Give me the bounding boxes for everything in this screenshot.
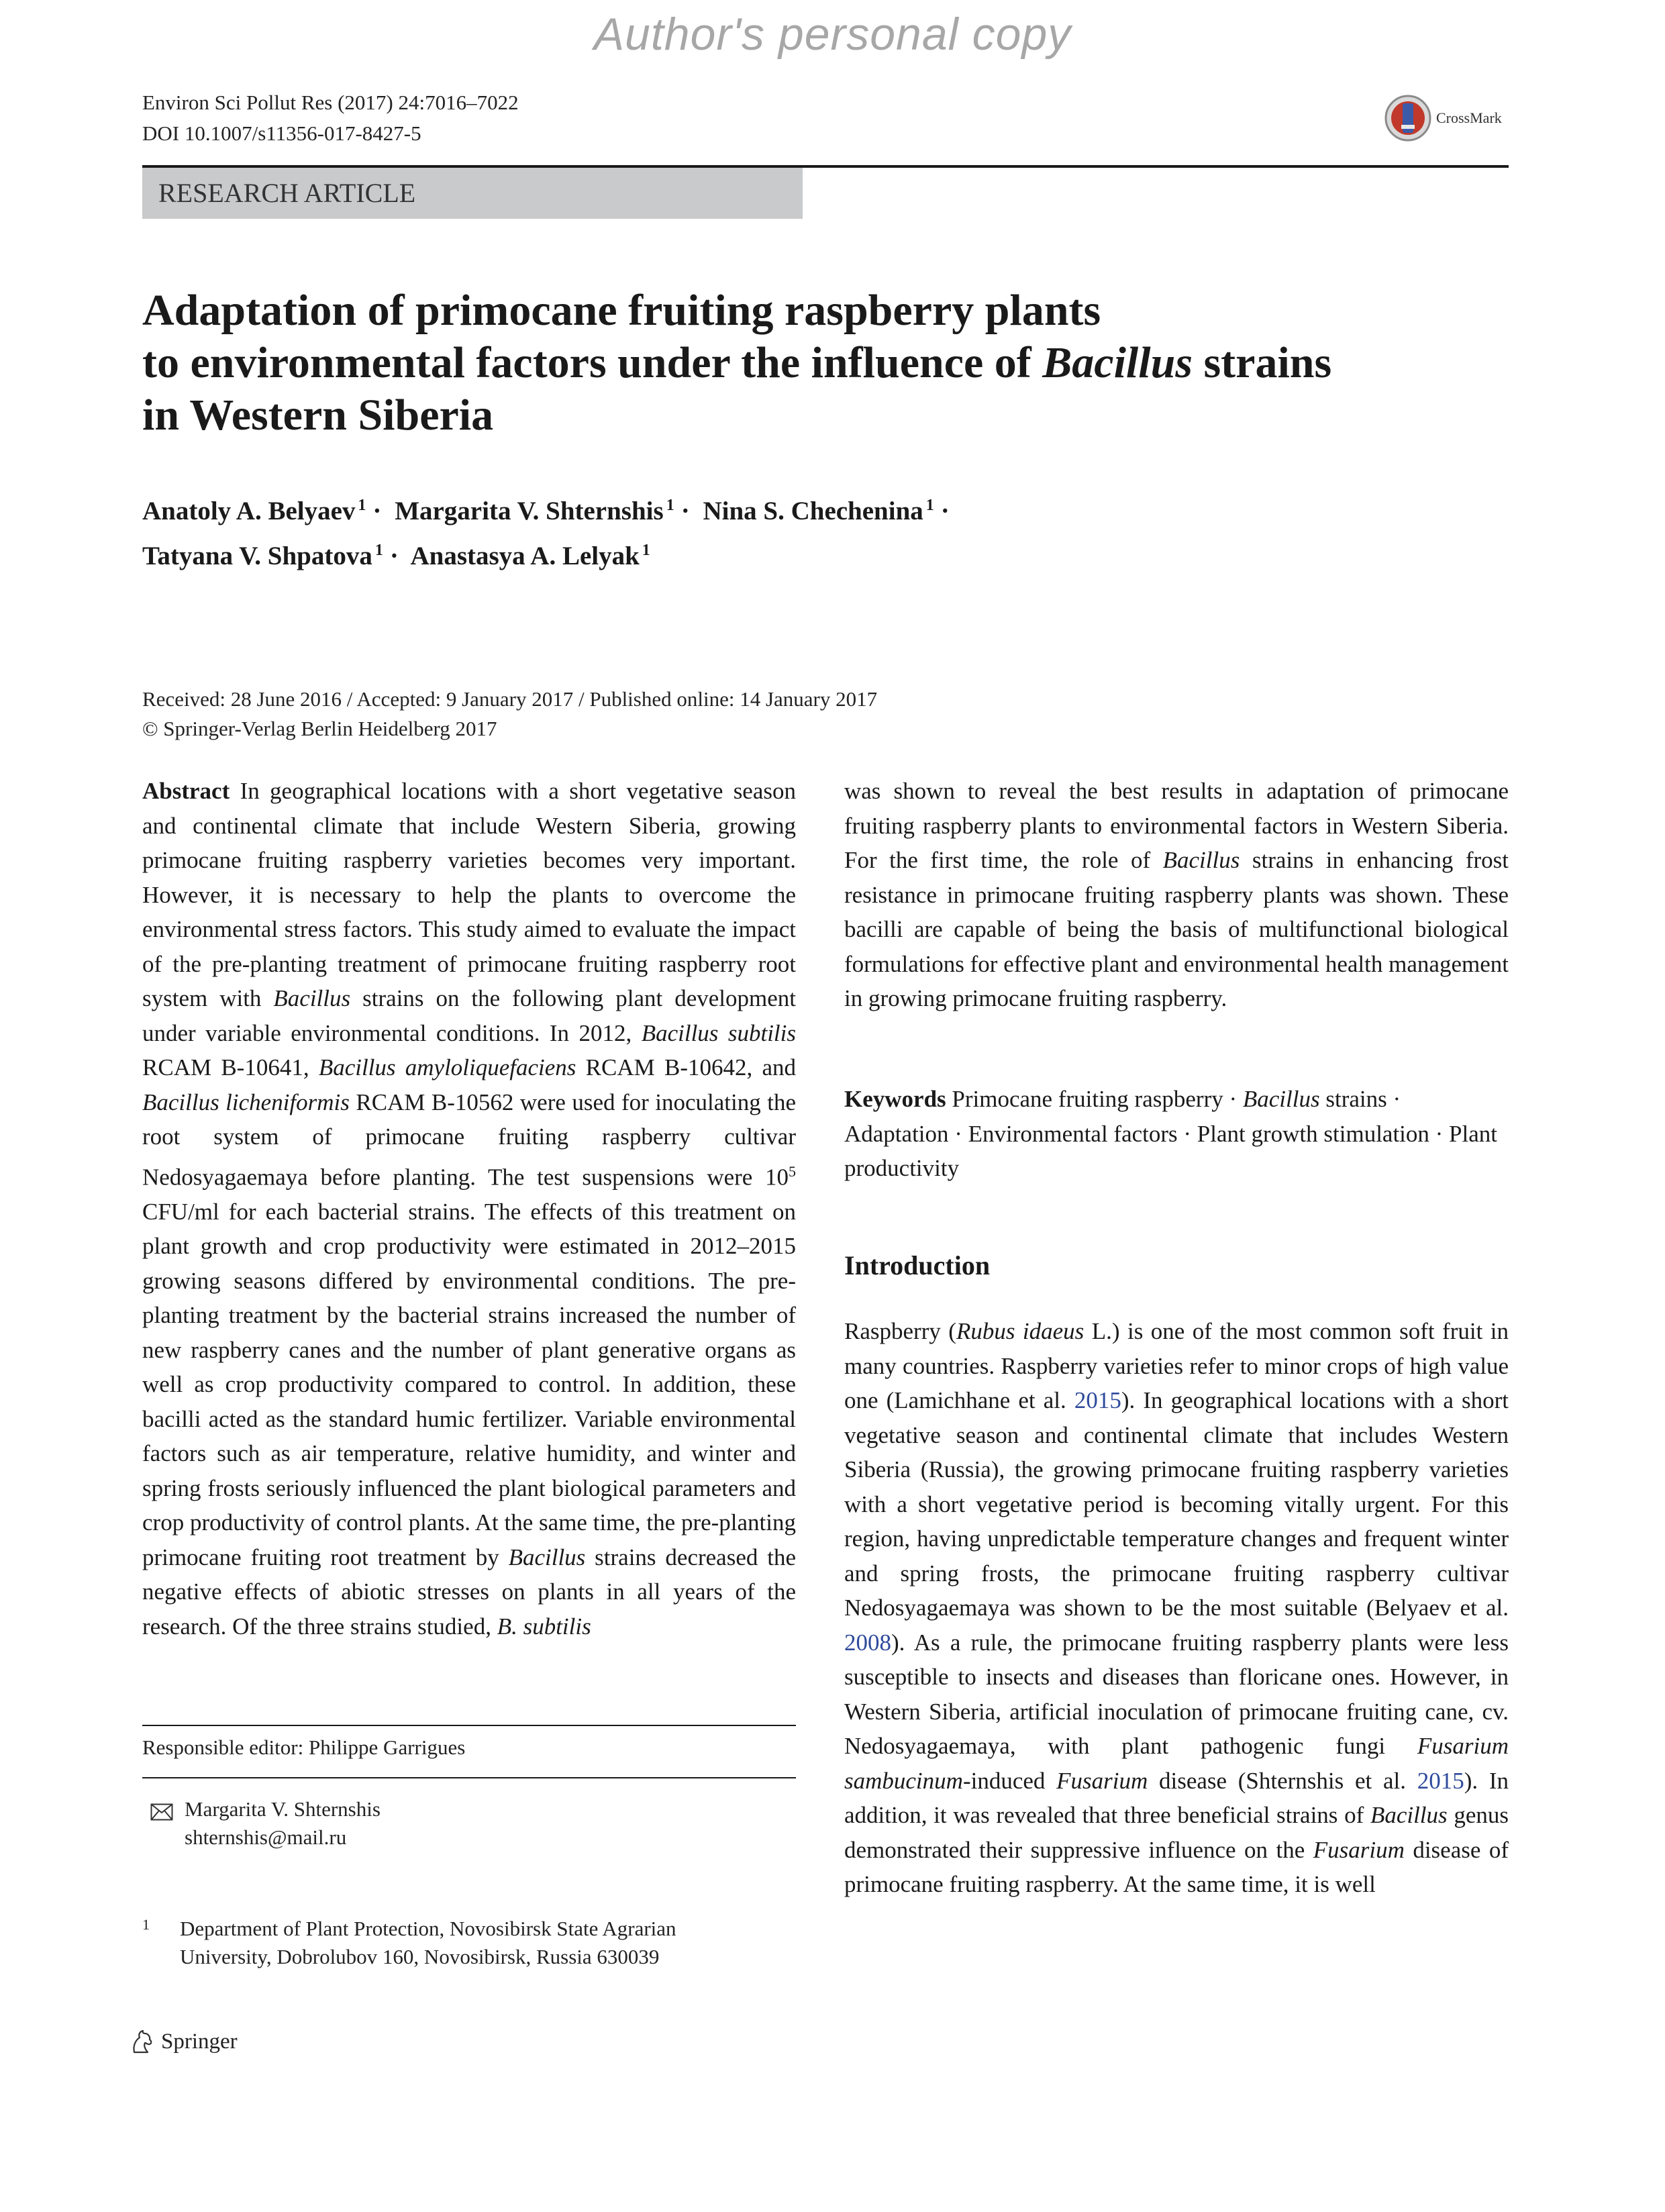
footnote-rule <box>142 1777 796 1778</box>
watermark: Author's personal copy <box>593 9 1072 60</box>
author[interactable]: Tatyana V. Shpatova $^1$ <box>142 542 383 570</box>
author-list: Anatoly A. Belyaev $^1$ · Margarita V. Shternshis $^1$ · Nina S. Chechenina $^1$ · Tatyana V. Shpatova $^1$ · Anastasya A. Lelyak $^1$ <box>142 497 950 570</box>
doi[interactable]: DOI 10.1007/s11356-017-8427-5 <box>142 121 421 145</box>
title-line-2: to environmental factors under the influence of Bacillus strains <box>142 338 1332 387</box>
author[interactable]: Margarita V. Shternshis $^1$ <box>395 497 674 525</box>
journal-info <box>142 87 519 149</box>
corresponding-name: Margarita V. Shternshis <box>185 1797 381 1821</box>
introduction-text: Raspberry (Rubus idaeus L.) is one of the most common soft fruit in many countries. Raspberry varieties refer to minor crops of high value one (Lamichhane et al. 2015). In geographical locations with a short vegetative season and continental climate that includes Western Siberia (Russia), the growing primocane fruiting raspberry varieties with a short vegetative period is becoming vitally urgent. For this region, having unpredictable temperature changes and frequent winter and spring frosts, the primocane fruiting raspberry cultivar Nedosyagaemaya was shown to be the most suitable (Belyaev et al. 2008). As a rule, the primocane fruiting raspberry plants were less susceptible to insects and diseases than floricane ones. However, in Western Siberia, artificial inoculation of primocane fruiting cane, cv. Nedosyagaemaya, with plant pathogenic fungi Fusarium sambucinum-induced Fusarium disease (Shternshis et al. 2015). In addition, it was revealed that three beneficial strains of Bacillus genus demonstrated their suppressive influence on the Fusarium disease of primocane fruiting raspberry. At the same time, it is well <box>844 1318 1509 1897</box>
corresponding-email[interactable]: shternshis@mail.ru <box>185 1825 347 1849</box>
citation-link[interactable]: 2008 <box>844 1629 891 1656</box>
article-title <box>142 285 1511 442</box>
keywords: Keywords Primocane fruiting raspberry · Bacillus strains · Adaptation · Environmental factors · Plant growth stimulation · Plant productivity <box>844 1086 1498 1181</box>
title-line-3: in Western Siberia <box>142 391 494 440</box>
abstract-continued: was shown to reveal the best results in adaptation of primocane fruiting raspberry plants to environmental factors in Western Siberia. For the first time, the role of Bacillus strains in enhancing frost resistance in primocane fruiting raspberry plants was shown. These bacilli are capable of being the basis of multifunctional biological formulations for effective plant and environmental health management in growing primocane fruiting raspberry. <box>844 778 1509 1011</box>
title-line-1: Adaptation of primocane fruiting raspberry plants <box>142 286 1101 335</box>
abstract-label: Abstract <box>142 778 230 804</box>
citation-link[interactable]: 2015 <box>1417 1767 1464 1794</box>
crossmark-badge[interactable] <box>1384 94 1511 142</box>
responsible-editor: Responsible editor: Philippe Garrigues <box>142 1736 466 1759</box>
author[interactable]: Anastasya A. Lelyak $^1$ <box>410 542 650 570</box>
corresponding-author <box>185 1795 789 1852</box>
springer-horse-icon <box>128 2027 157 2056</box>
crossmark-icon <box>1384 94 1432 142</box>
section-heading-introduction: Introduction <box>844 1250 991 1280</box>
affiliation-number: 1 <box>142 1916 150 1933</box>
journal-citation: Environ Sci Pollut Res (2017) 24:7016–7022 <box>142 91 519 114</box>
citation-link[interactable]: 2015 <box>1074 1387 1121 1413</box>
copyright: © Springer-Verlag Berlin Heidelberg 2017 <box>142 717 497 740</box>
footnote-rule <box>142 1725 796 1726</box>
history-dates: Received: 28 June 2016 / Accepted: 9 January 2017 / Published online: 14 January 2017 <box>142 687 878 711</box>
author[interactable]: Anatoly A. Belyaev $^1$ <box>142 497 366 525</box>
crossmark-label: CrossMark <box>1436 109 1502 126</box>
envelope-icon <box>150 1803 173 1821</box>
article-type-banner: RESEARCH ARTICLE <box>142 168 803 219</box>
publisher-name: Springer <box>161 2029 238 2054</box>
publication-dates <box>142 685 1511 744</box>
keywords-label: Keywords <box>844 1086 946 1112</box>
affiliation: Department of Plant Protection, Novosibirsk State Agrarian University, Dobrolubov 160, Novosibirsk, Russia 630039 <box>180 1917 676 1968</box>
abstract: Abstract In geographical locations with a short vegetative season and continental climate that include Western Siberia, growing primocane fruiting raspberry varieties becomes very important. However, it is necessary to help the plants to overcome the environmental stress factors. This study aimed to evaluate the impact of the pre-planting treatment of primocane fruiting raspberry root system with Bacillus strains on the following plant development under variable environmental conditions. In 2012, Bacillus subtilis RCAM B-10641, Bacillus amyloliquefaciens RCAM B-10642, and Bacillus licheniformis RCAM B-10562 were used for inoculating the root system of primocane fruiting raspberry cultivar Nedosyagaemaya before planting. The test suspensions were $10^5$ CFU/ml for each bacterial strains. The effects of this treatment on plant growth and crop productivity were estimated in 2012–2015 growing seasons differed by environmental conditions. The pre-planting treatment by the bacterial strains increased the number of new raspberry canes and the number of plant generative organs as well as crop productivity compared to control. In addition, these bacilli acted as the standard humic fertilizer. Variable environmental factors such as air temperature, relative humidity, and winter and spring frosts seriously influenced the plant biological parameters and crop productivity of control plants. At the same time, the pre-planting primocane fruiting root treatment by Bacillus strains decreased the negative effects of abiotic stresses on plants in all years of the research. Of the three strains studied, B. subtilis <box>142 778 796 1640</box>
publisher-logo <box>128 2027 238 2056</box>
author[interactable]: Nina S. Chechenina $^1$ <box>703 497 934 525</box>
